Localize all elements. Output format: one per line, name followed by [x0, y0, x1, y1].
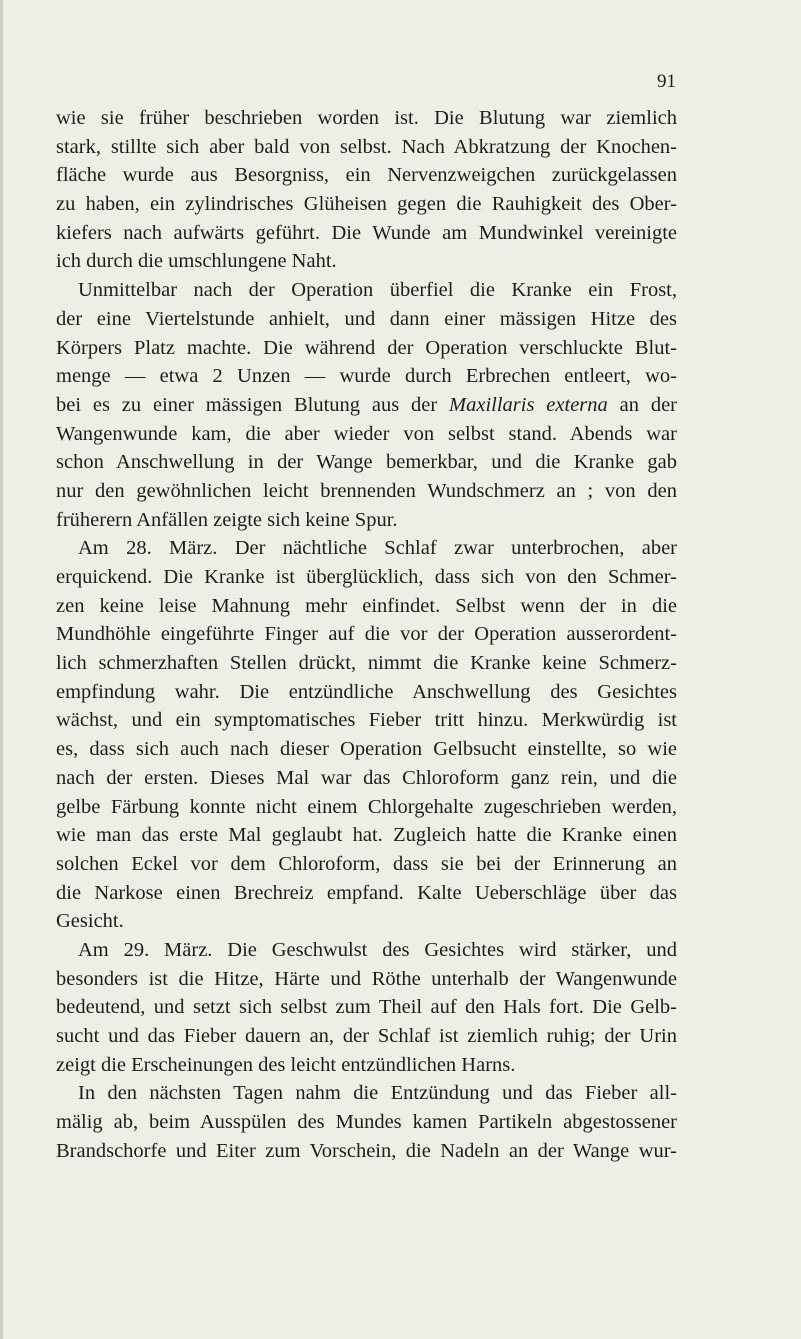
text-line: Brandschorfe und Eiter zum Vorschein, die Nadeln an der Wange wur- — [56, 1139, 677, 1162]
page-edge-shadow — [0, 0, 3, 1339]
body-text — [56, 104, 677, 1165]
text-line: fläche wurde aus Besorgniss, ein Nervenzweigchen zurückgelassen — [56, 164, 677, 187]
text-line: bedeutend, und setzt sich selbst zum Theil auf den Hals fort. Die Gelb- — [56, 996, 677, 1019]
text-line: kiefers nach aufwärts geführt. Die Wunde am Mundwinkel vereinigte — [56, 221, 677, 244]
text-line: gelbe Färbung konnte nicht einem Chlorgehalte zugeschrieben werden, — [56, 795, 677, 818]
text-line: solchen Eckel vor dem Chloroform, dass sie bei der Erinnerung an — [56, 852, 677, 875]
text-line: Wangenwunde kam, die aber wieder von selbst stand. Abends war — [56, 422, 677, 445]
text-line: sucht und das Fieber dauern an, der Schlaf ist ziemlich ruhig; der Urin — [56, 1025, 677, 1047]
text-line: empfindung wahr. Die entzündliche Anschwellung des Gesichtes — [56, 680, 677, 703]
text-line: ich durch die umschlungene Naht. — [56, 250, 337, 273]
text-line: erquickend. Die Kranke ist überglücklich, dass sich von den Schmer- — [56, 566, 677, 588]
text-line: der eine Viertelstunde anhielt, und dann einer mässigen Hitze des — [56, 307, 677, 330]
text-line: Unmittelbar nach der Operation überfiel die Kranke ein Frost, — [78, 279, 677, 302]
page-number: 91 — [657, 71, 676, 92]
text-line: die Narkose einen Brechreiz empfand. Kalte Ueberschläge über das — [56, 881, 677, 904]
text-line: mälig ab, beim Ausspülen des Mundes kamen Partikeln abgestossener — [56, 1111, 677, 1134]
text-line: Gesicht. — [56, 910, 124, 933]
text-line: früherern Anfällen zeigte sich keine Spur. — [56, 508, 398, 531]
text-line: menge — etwa 2 Unzen — wurde durch Erbrechen entleert, wo- — [56, 365, 677, 388]
text-line: Körpers Platz machte. Die während der Operation verschluckte Blut- — [56, 336, 677, 359]
text-line: wächst, und ein symptomatisches Fieber tritt hinzu. Merkwürdig ist — [56, 709, 677, 732]
text-line: zen keine leise Mahnung mehr einfindet. Selbst wenn der in die — [56, 594, 677, 617]
text-line: Am 29. März. Die Geschwulst des Gesichtes wird stärker, und — [78, 938, 677, 961]
text-line: wie sie früher beschrieben worden ist. Die Blutung war ziemlich — [56, 107, 677, 129]
text-line: In den nächsten Tagen nahm die Entzündung und das Fieber all- — [78, 1082, 677, 1105]
text-line: wie man das erste Mal geglaubt hat. Zugleich hatte die Kranke einen — [56, 824, 677, 847]
text-line: es, dass sich auch nach dieser Operation Gelbsucht einstellte, so wie — [56, 738, 677, 761]
text-line: nach der ersten. Dieses Mal war das Chloroform ganz rein, und die — [56, 766, 677, 789]
text-line: nur den gewöhnlichen leicht brennenden Wundschmerz an ; von den — [56, 479, 677, 502]
text-line: zeigt die Erscheinungen des leicht entzündlichen Harns. — [56, 1053, 516, 1076]
text-line: zu haben, ein zylindrisches Glüheisen gegen die Rauhigkeit des Ober- — [56, 193, 677, 216]
text-line: Mundhöhle eingeführte Finger auf die vor der Operation ausserordent- — [56, 623, 677, 646]
text-line: Am 28. März. Der nächtliche Schlaf zwar unterbrochen, aber — [78, 537, 677, 560]
text-line: stark, stillte sich aber bald von selbst. Nach Abkratzung der Knochen- — [56, 135, 677, 158]
text-line: schon Anschwellung in der Wange bemerkbar, und die Kranke gab — [56, 451, 677, 474]
text-line: besonders ist die Hitze, Härte und Röthe unterhalb der Wangenwunde — [56, 967, 677, 990]
text-line: lich schmerzhaften Stellen drückt, nimmt die Kranke keine Schmerz- — [56, 652, 677, 675]
text-line: bei es zu einer mässigen Blutung aus der Maxillaris externa an der — [56, 393, 677, 416]
